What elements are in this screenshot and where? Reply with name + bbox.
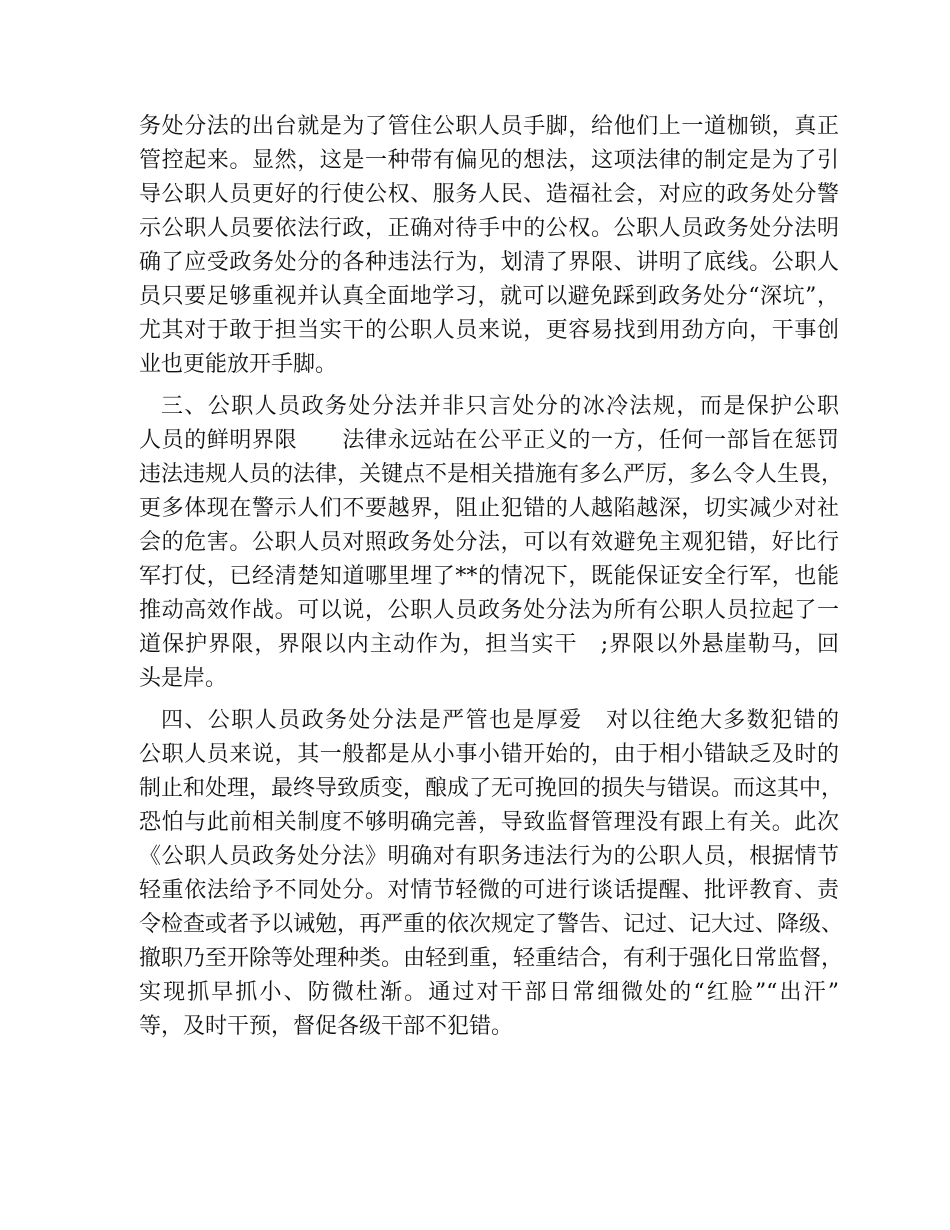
text-line: 令检查或者予以诫勉，再严重的依次规定了警告、记过、记大过、降级、 [139, 912, 844, 937]
text-line: 制止和处理，最终导致质变，酿成了无可挽回的损失与错误。而这其中， [139, 776, 844, 801]
text-line: 实现抓早抓小、防微杜渐。通过对干部日常细微处的“红脸”“出汗” [139, 980, 839, 1005]
text-line: 员只要足够重视并认真全面地学习，就可以避免踩到政务处分“深坑”， [139, 284, 839, 309]
document-body [139, 110, 844, 1044]
text-line: 公职人员来说，其一般都是从小事小错开始的，由于相小错缺乏及时的 [139, 742, 839, 767]
text-line: 确了应受政务处分的各种违法行为，划清了界限、讲明了底线。公职人 [139, 250, 839, 275]
text-line: 道保护界限，界限以内主动作为，担当实干 ;界限以外悬崖勒马，回 [139, 632, 839, 657]
text-line: 人员的鲜明界限 法律永远站在公平正义的一方，任何一部旨在惩罚 [139, 428, 839, 453]
text-line: 违法违规人员的法律，关键点不是相关措施有多么严厉，多么令人生畏， [139, 462, 844, 487]
text-line: 会的危害。公职人员对照政务处分法，可以有效避免主观犯错，好比行 [139, 530, 839, 555]
text-line: 军打仗，已经清楚知道哪里埋了**的情况下，既能保证安全行军，也能 [139, 564, 839, 589]
text-line: 轻重依法给予不同处分。对情节轻微的可进行谈话提醒、批评教育、责 [139, 878, 839, 903]
text-line: 务处分法的出台就是为了管住公职人员手脚，给他们上一道枷锁，真正 [139, 114, 839, 139]
paragraph-1 [139, 110, 839, 382]
text-line: 三、公职人员政务处分法并非只言处分的冰冷法规，而是保护公职 [161, 394, 839, 419]
paragraph-3 [139, 704, 844, 1044]
text-line: 四、公职人员政务处分法是严管也是厚爱 对以往绝大多数犯错的 [161, 708, 839, 733]
text-line: 导公职人员更好的行使公权、服务人民、造福社会，对应的政务处分警 [139, 182, 839, 207]
text-line: 示公职人员要依法行政，正确对待手中的公权。公职人员政务处分法明 [139, 216, 839, 241]
paragraph-2 [139, 390, 844, 696]
text-line: 等，及时干预，督促各级干部不犯错。 [139, 1014, 514, 1039]
paragraph-gap [139, 696, 839, 704]
text-line: 管控起来。显然，这是一种带有偏见的想法，这项法律的制定是为了引 [139, 148, 839, 173]
text-line: 恐怕与此前相关制度不够明确完善，导致监督管理没有跟上有关。此次 [139, 810, 839, 835]
text-line: 头是岸。 [139, 666, 228, 691]
text-line: 推动高效作战。可以说，公职人员政务处分法为所有公职人员拉起了一 [139, 598, 839, 623]
text-line: 撤职乃至开除等处理种类。由轻到重，轻重结合，有利于强化日常监督， [139, 946, 844, 971]
text-line: 《公职人员政务处分法》明确对有职务违法行为的公职人员，根据情节 [139, 844, 839, 869]
text-line: 更多体现在警示人们不要越界，阻止犯错的人越陷越深，切实减少对社 [139, 496, 839, 521]
paragraph-gap [139, 382, 839, 390]
text-line: 业也更能放开手脚。 [139, 352, 338, 377]
text-line: 尤其对于敢于担当实干的公职人员来说，更容易找到用劲方向，干事创 [139, 318, 839, 343]
